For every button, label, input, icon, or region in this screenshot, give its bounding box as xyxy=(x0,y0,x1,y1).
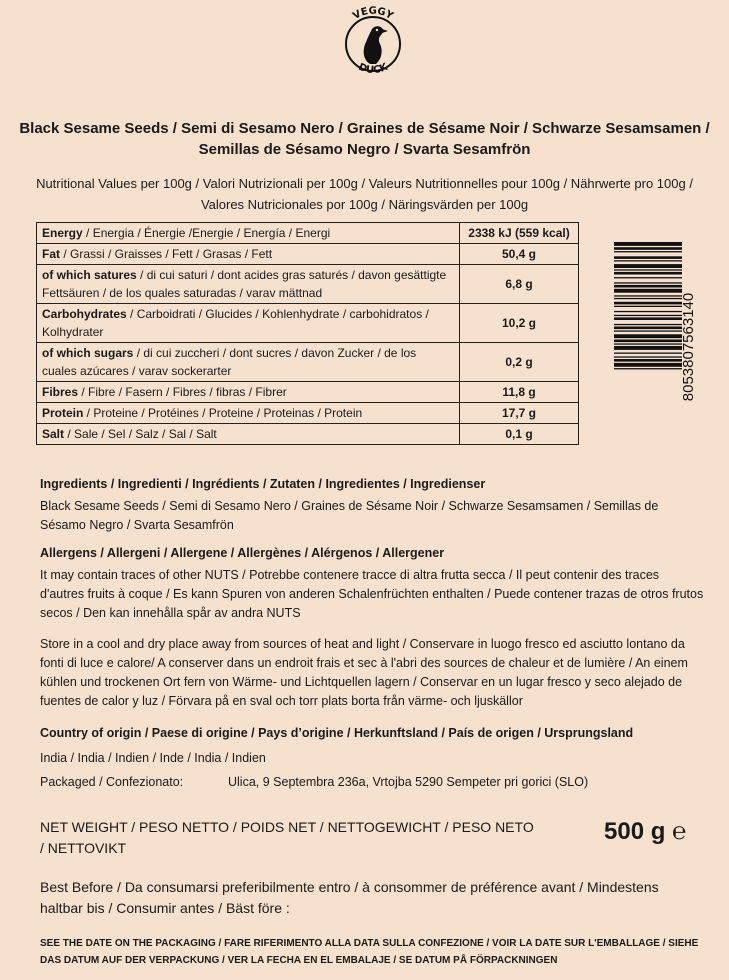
barcode-bar xyxy=(614,315,682,316)
nutrition-label-translations: / Proteine / Protéines / Proteine / Proteinas / Protein xyxy=(83,406,363,420)
nutrition-value: 2338 kJ (559 kcal) xyxy=(460,223,579,244)
origin-text: India / India / Indien / Inde / India / Indien xyxy=(40,751,266,765)
date-note: SEE THE DATE ON THE PACKAGING / FARE RIFERIMENTO ALLA DATA SULLA CONFEZIONE / VOIR LA DATE SUR L'EMBALLAGE / SIEHE DAS DATUM AUF DER VERPACKUNG / VER LA FECHA EN EL EMBALAJE / SE DATUM PÅ FÖRPACKNINGEN xyxy=(40,938,699,966)
nutrition-label xyxy=(37,265,460,304)
barcode-bar xyxy=(614,302,682,305)
veggy-duck-logo xyxy=(330,2,416,86)
nutrition-value: 0,1 g xyxy=(460,424,579,445)
barcode xyxy=(614,240,706,454)
nutrition-label-translations: / Grassi / Graisses / Fett / Grasas / Fett xyxy=(60,247,273,261)
nutrition-row xyxy=(37,382,579,403)
nutrition-row xyxy=(37,343,579,382)
origin-heading: Country of origin / Paese di origine / Pays d’origine / Herkunftsland / País de origen / Ursprungsland xyxy=(40,726,634,740)
ingredients-text: Black Sesame Seeds / Semi di Sesamo Nero / Graines de Sésame Noir / Schwarze Sesamsamen / Semillas de Sésamo Negro / Svarta Sesamfrön xyxy=(40,499,659,532)
nutrition-row xyxy=(37,304,579,343)
nutrition-label xyxy=(37,244,460,265)
nutrition-value: 17,7 g xyxy=(460,403,579,424)
nutrition-label xyxy=(37,403,460,424)
barcode-bar xyxy=(614,334,682,338)
net-weight-label: NET WEIGHT / PESO NETTO / POIDS NET / NETTOGEWICHT / PESO NETO / NETTOVIKT xyxy=(40,819,534,856)
allergens-text: It may contain traces of other NUTS / Potrebbe contenere tracce di altra frutta secca / Il peut contenir des traces d'autres fruits à coque / Es kann Spuren von anderen Schalenfrüchten enthalten / Puede contener trazas de otros frutos secos / Den kan innehålla spår av andra NUTS xyxy=(40,568,704,620)
nutrition-label-main: Energy xyxy=(42,226,83,240)
logo-bottom-text: DUCK xyxy=(356,61,390,77)
barcode-bar xyxy=(614,256,682,259)
nutrition-label-main: Fibres xyxy=(42,385,79,399)
barcode-bar xyxy=(614,285,682,288)
nutrition-row xyxy=(37,403,579,424)
barcode-bar xyxy=(614,368,682,369)
nutrition-label-translations: / Carboidrati / Glucides / Kohlenhydrate / carbohidratos / Kolhydrater xyxy=(42,307,429,339)
barcode-bar xyxy=(614,269,682,270)
nutrition-value: 50,4 g xyxy=(460,244,579,265)
ingredients-heading: Ingredients / Ingredienti / Ingrédients / Zutaten / Ingredientes / Ingredienser xyxy=(40,477,486,491)
barcode-bar xyxy=(614,242,682,246)
nutrition-subtitle xyxy=(0,173,729,215)
nutrition-row xyxy=(37,265,579,304)
barcode-bar xyxy=(614,298,682,299)
nutrition-label-main: of which sugars xyxy=(42,346,134,360)
barcode-bar xyxy=(614,260,682,261)
barcode-bar xyxy=(614,311,682,312)
svg-text:VEGGY xyxy=(351,6,395,23)
barcode-bar xyxy=(614,324,682,325)
nutrition-label-translations: / Energia / Énergie /Energie / Energía / Energi xyxy=(82,226,331,240)
barcode-bar xyxy=(614,356,682,357)
nutrition-label-translations: / Sale / Sel / Salz / Sal / Salt xyxy=(64,427,217,441)
nutrition-row xyxy=(37,223,579,244)
net-weight-value: 500 g ℮ xyxy=(604,818,687,845)
nutrition-label-main: Fat xyxy=(42,247,60,261)
nutrition-row xyxy=(37,244,579,265)
barcode-bars xyxy=(614,242,682,369)
product-title xyxy=(0,118,729,160)
storage-text: Store in a cool and dry place away from sources of heat and light / Conservare in luogo fresco ed asciutto lontano da fonti di luce e calore/ A conserver dans un endroit frais et sec à l'abri des sources de chaleur et de lumière / An einem kühlen und trockenen Ort fern von Wärme- und Lichtquellen lagern / Conservar en un lugar fresco y seco alejado de fuentes de calor y luz / Förvara på en sval och torr plats borta från värme- och ljuskällor xyxy=(40,637,688,708)
barcode-bar xyxy=(614,282,682,283)
barcode-bar xyxy=(614,306,682,307)
barcode-number: 8053807563140 xyxy=(680,292,697,402)
barcode-bar xyxy=(614,340,682,343)
nutrition-label-main: Protein xyxy=(42,406,84,420)
nutrition-label-main: Carbohydrates xyxy=(42,307,127,321)
barcode-bar xyxy=(614,272,682,275)
product-title-line2: Semillas de Sésamo Negro / Svarta Sesamfrön xyxy=(198,141,531,158)
barcode-bar xyxy=(614,277,682,278)
nutrition-label-main: of which satures xyxy=(42,268,137,282)
barcode-bar xyxy=(614,343,682,344)
nutrition-value: 10,2 g xyxy=(460,304,579,343)
logo-top-text: VEGGY xyxy=(351,5,395,22)
nutrition-label xyxy=(37,223,460,244)
nutrition-label-translations: / di cui saturi / dont acides gras saturés / davon gesättigte Fettsäuren / de los quales saturadas / varav mättnad xyxy=(42,268,447,300)
nutrition-label-translations: / Fibre / Fasern / Fibres / fibras / Fibrer xyxy=(78,385,287,399)
best-before-text: Best Before / Da consumarsi preferibilmente entro / à consommer de préférence avant / Mindestens haltbar bis / Consumir antes / Bäst före : xyxy=(40,879,659,916)
barcode-bar xyxy=(614,346,682,350)
nutrition-row xyxy=(37,424,579,445)
nutrition-table xyxy=(36,222,579,445)
allergens-heading: Allergens / Allergeni / Allergene / Allergènes / Alérgenos / Allergener xyxy=(40,546,445,560)
nutrition-value: 6,8 g xyxy=(460,265,579,304)
barcode-bar xyxy=(614,330,682,331)
product-title-line1: Black Sesame Seeds / Semi di Sesamo Nero / Graines de Sésame Noir / Schwarze Sesamsamen / xyxy=(19,120,710,137)
barcode-bar xyxy=(614,327,682,330)
packaged-label: Packaged / Confezionato: xyxy=(40,775,184,789)
barcode-bar xyxy=(614,251,682,252)
nutrition-subtitle-line1: Nutritional Values per 100g / Valori Nutrizionali per 100g / Valeurs Nutritionnelles pour 100g / Nährwerte pro 100g / xyxy=(36,176,693,191)
barcode-bar xyxy=(614,363,682,367)
barcode-bar xyxy=(614,295,682,296)
barcode-bar xyxy=(614,317,682,320)
barcode-bar xyxy=(614,247,682,250)
nutrition-label xyxy=(37,424,460,445)
nutrition-label-translations: / di cui zuccheri / dont sucres / davon Zucker / de los cuales azúcares / varav sockerarter xyxy=(42,346,417,378)
nutrition-label xyxy=(37,304,460,343)
barcode-bar xyxy=(614,359,682,362)
nutrition-value: 11,8 g xyxy=(460,382,579,403)
nutrition-label xyxy=(37,343,460,382)
barcode-bar xyxy=(614,289,682,293)
nutrition-value: 0,2 g xyxy=(460,343,579,382)
nutrition-label-main: Salt xyxy=(42,427,65,441)
barcode-bar xyxy=(614,264,682,268)
barcode-bar xyxy=(614,353,682,354)
packaged-address: Ulica, 9 Septembra 236a, Vrtojba 5290 Sempeter pri gorici (SLO) xyxy=(228,775,589,789)
nutrition-subtitle-line2: Valores Nutricionales por 100g / Näringsvärden per 100g xyxy=(200,197,529,212)
nutrition-label xyxy=(37,382,460,403)
